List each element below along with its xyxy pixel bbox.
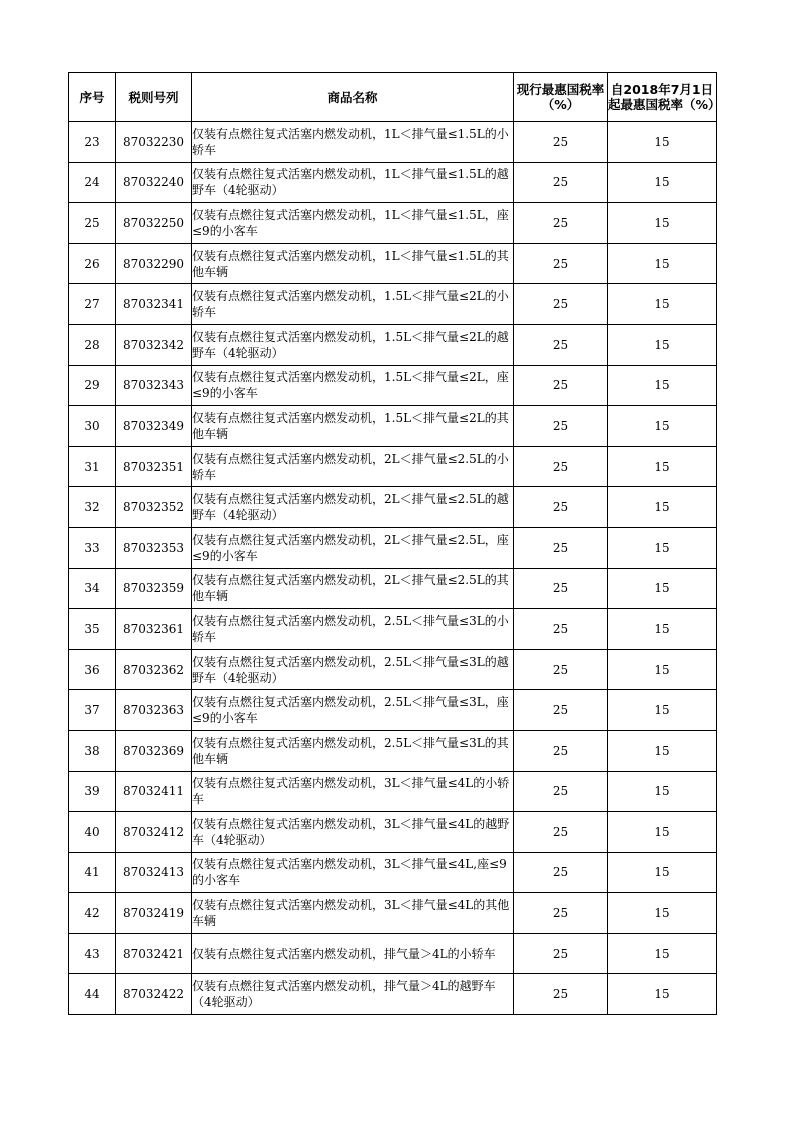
header-name: 商品名称 <box>192 73 514 122</box>
cell-new-rate: 15 <box>608 122 717 163</box>
table-row <box>69 284 717 325</box>
cell-seq: 43 <box>69 933 116 974</box>
cell-new-rate: 15 <box>608 893 717 934</box>
cell-name: 仅装有点燃往复式活塞内燃发动机，2L＜排气量≤2.5L的其他车辆 <box>192 568 514 609</box>
cell-code: 87032369 <box>116 730 192 771</box>
table-row <box>69 893 717 934</box>
cell-seq: 29 <box>69 365 116 406</box>
table-header-row <box>69 73 717 122</box>
cell-current-rate: 25 <box>514 365 608 406</box>
cell-seq: 28 <box>69 324 116 365</box>
cell-name: 仅装有点燃往复式活塞内燃发动机，3L＜排气量≤4L的其他车辆 <box>192 893 514 934</box>
cell-new-rate: 15 <box>608 203 717 244</box>
cell-new-rate: 15 <box>608 609 717 650</box>
cell-code: 87032422 <box>116 974 192 1015</box>
table-row <box>69 487 717 528</box>
cell-seq: 27 <box>69 284 116 325</box>
table-row <box>69 771 717 812</box>
table-row <box>69 122 717 163</box>
cell-code: 87032353 <box>116 527 192 568</box>
cell-current-rate: 25 <box>514 284 608 325</box>
cell-new-rate: 15 <box>608 446 717 487</box>
cell-new-rate: 15 <box>608 284 717 325</box>
cell-seq: 23 <box>69 122 116 163</box>
cell-name: 仅装有点燃往复式活塞内燃发动机，1.5L＜排气量≤2L的其他车辆 <box>192 406 514 447</box>
table-row <box>69 324 717 365</box>
cell-current-rate: 25 <box>514 487 608 528</box>
cell-current-rate: 25 <box>514 852 608 893</box>
cell-code: 87032359 <box>116 568 192 609</box>
cell-code: 87032351 <box>116 446 192 487</box>
cell-current-rate: 25 <box>514 162 608 203</box>
cell-name: 仅装有点燃往复式活塞内燃发动机，1.5L＜排气量≤2L，座≤9的小客车 <box>192 365 514 406</box>
cell-current-rate: 25 <box>514 406 608 447</box>
cell-seq: 41 <box>69 852 116 893</box>
cell-name: 仅装有点燃往复式活塞内燃发动机，1L＜排气量≤1.5L的小轿车 <box>192 122 514 163</box>
cell-seq: 31 <box>69 446 116 487</box>
cell-seq: 38 <box>69 730 116 771</box>
table-row <box>69 365 717 406</box>
cell-code: 87032411 <box>116 771 192 812</box>
cell-new-rate: 15 <box>608 771 717 812</box>
cell-code: 87032250 <box>116 203 192 244</box>
cell-seq: 39 <box>69 771 116 812</box>
cell-code: 87032349 <box>116 406 192 447</box>
cell-name: 仅装有点燃往复式活塞内燃发动机，3L＜排气量≤4L的越野车（4轮驱动） <box>192 812 514 853</box>
table-row <box>69 649 717 690</box>
cell-code: 87032419 <box>116 893 192 934</box>
cell-code: 87032413 <box>116 852 192 893</box>
cell-name: 仅装有点燃往复式活塞内燃发动机，1L＜排气量≤1.5L，座≤9的小客车 <box>192 203 514 244</box>
cell-code: 87032240 <box>116 162 192 203</box>
cell-name: 仅装有点燃往复式活塞内燃发动机，2.5L＜排气量≤3L的越野车（4轮驱动） <box>192 649 514 690</box>
cell-seq: 25 <box>69 203 116 244</box>
cell-seq: 42 <box>69 893 116 934</box>
table-row <box>69 568 717 609</box>
cell-name: 仅装有点燃往复式活塞内燃发动机，2L＜排气量≤2.5L的小轿车 <box>192 446 514 487</box>
cell-seq: 33 <box>69 527 116 568</box>
cell-seq: 24 <box>69 162 116 203</box>
cell-new-rate: 15 <box>608 527 717 568</box>
table-row <box>69 162 717 203</box>
cell-code: 87032290 <box>116 243 192 284</box>
header-code: 税则号列 <box>116 73 192 122</box>
cell-new-rate: 15 <box>608 487 717 528</box>
table-row <box>69 243 717 284</box>
cell-seq: 34 <box>69 568 116 609</box>
table-row <box>69 690 717 731</box>
table-row <box>69 812 717 853</box>
cell-name: 仅装有点燃往复式活塞内燃发动机，1L＜排气量≤1.5L的其他车辆 <box>192 243 514 284</box>
cell-code: 87032341 <box>116 284 192 325</box>
table-row <box>69 446 717 487</box>
cell-new-rate: 15 <box>608 852 717 893</box>
cell-new-rate: 15 <box>608 649 717 690</box>
cell-current-rate: 25 <box>514 527 608 568</box>
cell-name: 仅装有点燃往复式活塞内燃发动机，1.5L＜排气量≤2L的越野车（4轮驱动） <box>192 324 514 365</box>
cell-name: 仅装有点燃往复式活塞内燃发动机，2L＜排气量≤2.5L，座≤9的小客车 <box>192 527 514 568</box>
cell-new-rate: 15 <box>608 933 717 974</box>
cell-name: 仅装有点燃往复式活塞内燃发动机，1L＜排气量≤1.5L的越野车（4轮驱动） <box>192 162 514 203</box>
table-row <box>69 852 717 893</box>
cell-seq: 40 <box>69 812 116 853</box>
cell-seq: 26 <box>69 243 116 284</box>
cell-current-rate: 25 <box>514 974 608 1015</box>
cell-code: 87032363 <box>116 690 192 731</box>
cell-seq: 36 <box>69 649 116 690</box>
cell-current-rate: 25 <box>514 609 608 650</box>
cell-new-rate: 15 <box>608 365 717 406</box>
cell-current-rate: 25 <box>514 243 608 284</box>
cell-current-rate: 25 <box>514 812 608 853</box>
cell-new-rate: 15 <box>608 162 717 203</box>
cell-new-rate: 15 <box>608 974 717 1015</box>
cell-new-rate: 15 <box>608 324 717 365</box>
cell-code: 87032421 <box>116 933 192 974</box>
cell-seq: 30 <box>69 406 116 447</box>
table-row <box>69 203 717 244</box>
header-current-rate: 现行最惠国税率（%） <box>514 73 608 122</box>
table-row <box>69 730 717 771</box>
table-row <box>69 974 717 1015</box>
cell-code: 87032342 <box>116 324 192 365</box>
table-row <box>69 933 717 974</box>
cell-current-rate: 25 <box>514 690 608 731</box>
cell-code: 87032343 <box>116 365 192 406</box>
cell-name: 仅装有点燃往复式活塞内燃发动机，2L＜排气量≤2.5L的越野车（4轮驱动） <box>192 487 514 528</box>
cell-current-rate: 25 <box>514 122 608 163</box>
cell-current-rate: 25 <box>514 446 608 487</box>
cell-current-rate: 25 <box>514 649 608 690</box>
cell-name: 仅装有点燃往复式活塞内燃发动机，2.5L＜排气量≤3L的小轿车 <box>192 609 514 650</box>
cell-new-rate: 15 <box>608 690 717 731</box>
cell-new-rate: 15 <box>608 730 717 771</box>
cell-new-rate: 15 <box>608 812 717 853</box>
cell-name: 仅装有点燃往复式活塞内燃发动机，排气量＞4L的小轿车 <box>192 933 514 974</box>
cell-name: 仅装有点燃往复式活塞内燃发动机，3L＜排气量≤4L,座≤9的小客车 <box>192 852 514 893</box>
cell-current-rate: 25 <box>514 730 608 771</box>
cell-name: 仅装有点燃往复式活塞内燃发动机，1.5L＜排气量≤2L的小轿车 <box>192 284 514 325</box>
cell-seq: 32 <box>69 487 116 528</box>
cell-current-rate: 25 <box>514 771 608 812</box>
cell-current-rate: 25 <box>514 893 608 934</box>
cell-name: 仅装有点燃往复式活塞内燃发动机，排气量＞4L的越野车（4轮驱动） <box>192 974 514 1015</box>
cell-code: 87032230 <box>116 122 192 163</box>
table-row <box>69 406 717 447</box>
cell-new-rate: 15 <box>608 568 717 609</box>
cell-code: 87032352 <box>116 487 192 528</box>
cell-seq: 44 <box>69 974 116 1015</box>
cell-seq: 35 <box>69 609 116 650</box>
header-seq: 序号 <box>69 73 116 122</box>
tariff-table <box>68 72 721 1015</box>
cell-name: 仅装有点燃往复式活塞内燃发动机，2.5L＜排气量≤3L的其他车辆 <box>192 730 514 771</box>
cell-new-rate: 15 <box>608 406 717 447</box>
cell-current-rate: 25 <box>514 324 608 365</box>
table-row <box>69 527 717 568</box>
cell-current-rate: 25 <box>514 568 608 609</box>
cell-name: 仅装有点燃往复式活塞内燃发动机，3L＜排气量≤4L的小轿车 <box>192 771 514 812</box>
table-row <box>69 609 717 650</box>
cell-seq: 37 <box>69 690 116 731</box>
cell-current-rate: 25 <box>514 933 608 974</box>
cell-name: 仅装有点燃往复式活塞内燃发动机，2.5L＜排气量≤3L，座≤9的小客车 <box>192 690 514 731</box>
header-new-rate: 自2018年7月1日起最惠国税率（%） <box>608 73 717 122</box>
cell-code: 87032362 <box>116 649 192 690</box>
cell-new-rate: 15 <box>608 243 717 284</box>
table-body <box>69 122 717 1015</box>
cell-code: 87032361 <box>116 609 192 650</box>
cell-code: 87032412 <box>116 812 192 853</box>
cell-current-rate: 25 <box>514 203 608 244</box>
